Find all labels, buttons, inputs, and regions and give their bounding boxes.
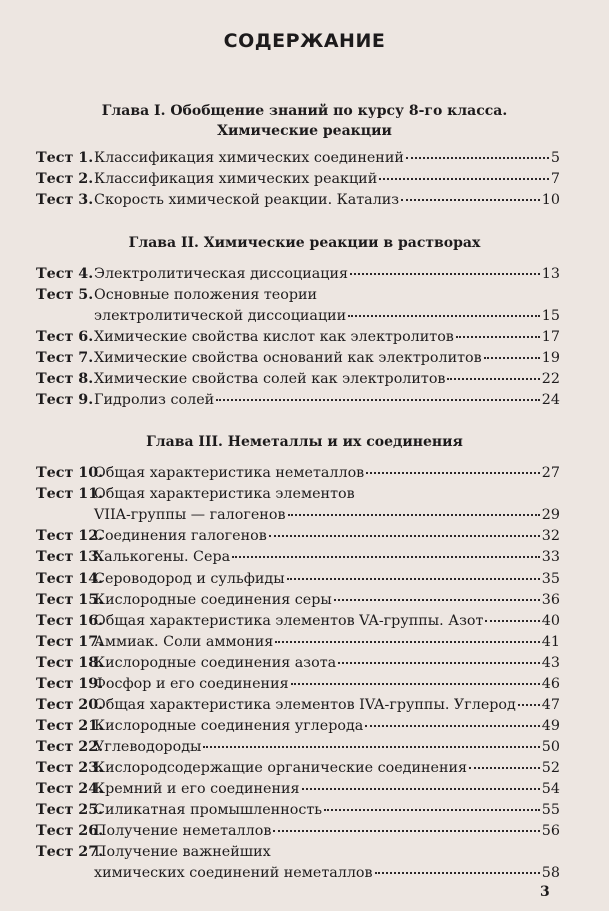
toc-entry-test-19[interactable]: [36, 674, 560, 694]
toc-entry-test-4[interactable]: [36, 264, 560, 284]
test-title: Общая характеристика неметаллов: [94, 465, 365, 481]
page-ref: 35: [541, 571, 560, 587]
test-number: Тест 24.: [36, 781, 104, 797]
test-number: Тест 5.: [36, 287, 94, 303]
page-ref: 19: [541, 350, 560, 366]
test-title: Кислородные соединения углерода: [94, 718, 364, 734]
leader-dots: [379, 177, 549, 180]
leader-dots: [232, 555, 540, 558]
leader-dots: [203, 745, 539, 748]
page-ref: 40: [541, 613, 560, 629]
test-number: Тест 13.: [36, 549, 104, 565]
leader-dots: [287, 577, 540, 580]
test-title: Кислородные соединения азота: [94, 655, 337, 671]
test-number: Тест 26.: [36, 823, 104, 839]
toc-entry-test-7[interactable]: [36, 348, 560, 368]
toc-entry-test-22[interactable]: [36, 737, 560, 757]
test-number: Тест 11.: [36, 486, 104, 502]
leader-dots: [216, 398, 540, 401]
test-title: Кремний и его соединения: [94, 781, 300, 797]
test-title: Фосфор и его соединения: [94, 676, 289, 692]
test-title-line-2: химических соединений неметаллов: [94, 865, 373, 881]
page-ref: 22: [541, 371, 560, 387]
page-ref: 49: [541, 718, 560, 734]
test-number: Тест 19.: [36, 676, 104, 692]
toc-entry-test-20[interactable]: [36, 695, 560, 715]
leader-dots: [518, 703, 540, 706]
page-ref: 7: [550, 171, 560, 187]
leader-dots: [350, 272, 540, 275]
page-number: 3: [540, 884, 550, 900]
page-ref: 10: [541, 192, 560, 208]
toc-entry-test-10[interactable]: [36, 463, 560, 483]
test-title: Углеводороды: [94, 739, 202, 755]
test-number: Тест 1.: [36, 150, 94, 166]
chapter-1-heading-line-1: Глава I. Обобщение знаний по курсу 8-го класса.: [101, 103, 508, 119]
leader-dots: [338, 661, 540, 664]
page-ref: 27: [541, 465, 560, 481]
test-number: Тест 20.: [36, 697, 104, 713]
toc-entry-test-21[interactable]: [36, 716, 560, 736]
leader-dots: [484, 356, 540, 359]
test-number: Тест 18.: [36, 655, 104, 671]
toc-entry-test-5-cont[interactable]: [36, 306, 560, 326]
leader-dots: [275, 640, 539, 643]
leader-dots: [456, 335, 540, 338]
test-title: Гидролиз солей: [94, 392, 215, 408]
leader-dots: [401, 198, 540, 201]
toc-entry-test-8[interactable]: [36, 369, 560, 389]
test-number: Тест 23.: [36, 760, 104, 776]
test-title: Химические свойства оснований как электролитов: [94, 350, 482, 366]
leader-dots: [302, 787, 540, 790]
test-title-line-1: Получение важнейших: [94, 844, 271, 860]
page-ref: 56: [541, 823, 560, 839]
test-number: Тест 2.: [36, 171, 94, 187]
test-title: Классификация химических реакций: [94, 171, 378, 187]
page-ref: 17: [541, 329, 560, 345]
test-title: Аммиак. Соли аммония: [94, 634, 274, 650]
page-ref: 5: [550, 150, 560, 166]
toc-entry-test-24[interactable]: [36, 779, 560, 799]
toc-entry-test-13[interactable]: [36, 547, 560, 567]
test-number: Тест 16.: [36, 613, 104, 629]
test-title: Классификация химических соединений: [94, 150, 404, 166]
test-title: Скорость химической реакции. Катализ: [94, 192, 400, 208]
test-title: Электролитическая диссоциация: [94, 266, 349, 282]
test-title: Халькогены. Сера: [94, 549, 231, 565]
page-ref: 33: [541, 549, 560, 565]
leader-dots: [269, 534, 540, 537]
page-ref: 47: [541, 697, 560, 713]
chapter-3-heading: Глава III. Неметаллы и их соединения: [146, 434, 463, 450]
toc-entry-test-11-cont[interactable]: [36, 505, 560, 525]
test-number: Тест 9.: [36, 392, 94, 408]
test-title-line-1: Общая характеристика элементов: [94, 486, 355, 502]
test-number: Тест 21.: [36, 718, 104, 734]
toc-entry-test-12[interactable]: [36, 526, 560, 546]
leader-dots: [447, 377, 539, 380]
toc-entry-test-5[interactable]: [36, 285, 560, 305]
page-ref: 13: [541, 266, 560, 282]
test-number: Тест 3.: [36, 192, 94, 208]
page-ref: 29: [541, 507, 560, 523]
page-ref: 43: [541, 655, 560, 671]
toc-entry-test-27[interactable]: [36, 842, 560, 862]
toc-entry-test-18[interactable]: [36, 653, 560, 673]
leader-dots: [291, 682, 540, 685]
test-number: Тест 10.: [36, 465, 104, 481]
test-number: Тест 15.: [36, 592, 104, 608]
test-number: Тест 8.: [36, 371, 94, 387]
leader-dots: [469, 766, 540, 769]
leader-dots: [375, 871, 540, 874]
test-number: Тест 22.: [36, 739, 104, 755]
toc-entry-test-16[interactable]: [36, 611, 560, 631]
page-ref: 15: [541, 308, 560, 324]
toc-entry-test-11[interactable]: [36, 484, 560, 504]
toc-entry-test-23[interactable]: [36, 758, 560, 778]
test-number: Тест 4.: [36, 266, 94, 282]
toc-entry-test-1[interactable]: [36, 148, 560, 168]
test-title: Химические свойства кислот как электролитов: [94, 329, 454, 345]
test-title: Кислородсодержащие органические соединения: [94, 760, 468, 776]
test-number: Тест 12.: [36, 528, 104, 544]
chapter-2-heading: Глава II. Химические реакции в растворах: [128, 235, 481, 251]
toc-entry-test-17[interactable]: [36, 632, 560, 652]
page-ref: 54: [541, 781, 560, 797]
test-number: Тест 14.: [36, 571, 104, 587]
leader-dots: [273, 829, 539, 832]
page-ref: 36: [541, 592, 560, 608]
test-title: Получение неметаллов: [94, 823, 272, 839]
toc-entry-test-27-cont[interactable]: [36, 863, 560, 883]
test-title: Общая характеристика элементов VA-группы. Азот: [94, 613, 484, 629]
page-ref: 41: [541, 634, 560, 650]
page-ref: 46: [541, 676, 560, 692]
test-title: Соединения галогенов: [94, 528, 267, 544]
test-title: Общая характеристика элементов IVA-группы. Углерод: [94, 697, 516, 713]
test-title-line-2: электролитической диссоциации: [94, 308, 347, 324]
toc-entry-test-14[interactable]: [36, 569, 560, 589]
page-ref: 24: [541, 392, 560, 408]
leader-dots: [348, 314, 540, 317]
test-title: Кислородные соединения серы: [94, 592, 332, 608]
page-ref: 50: [541, 739, 560, 755]
test-title-line-2: VIIA-группы — галогенов: [94, 507, 286, 523]
test-number: Тест 6.: [36, 329, 94, 345]
test-number: Тест 7.: [36, 350, 94, 366]
page-ref: 55: [541, 802, 560, 818]
toc-entry-test-26[interactable]: [36, 821, 560, 841]
chapter-1-heading-line-2: Химические реакции: [217, 123, 392, 139]
toc-entry-test-15[interactable]: [36, 590, 560, 610]
test-title: Сероводород и сульфиды: [94, 571, 285, 587]
toc-entry-test-9[interactable]: [36, 390, 560, 410]
test-number: Тест 25.: [36, 802, 104, 818]
test-title: Химические свойства солей как электролитов: [94, 371, 446, 387]
leader-dots: [366, 471, 540, 474]
page-ref: 52: [541, 760, 560, 776]
leader-dots: [406, 156, 549, 159]
leader-dots: [485, 619, 539, 622]
leader-dots: [288, 513, 540, 516]
page-ref: 58: [541, 865, 560, 881]
test-title: Силикатная промышленность: [94, 802, 323, 818]
toc-entry-test-2[interactable]: [36, 169, 560, 189]
test-number: Тест 27.: [36, 844, 104, 860]
page-ref: 32: [541, 528, 560, 544]
toc-entry-test-25[interactable]: [36, 800, 560, 820]
toc-entry-test-6[interactable]: [36, 327, 560, 347]
test-number: Тест 17.: [36, 634, 104, 650]
toc-entry-test-3[interactable]: [36, 190, 560, 210]
leader-dots: [334, 598, 540, 601]
leader-dots: [365, 724, 539, 727]
leader-dots: [324, 808, 540, 811]
test-title-line-1: Основные положения теории: [94, 287, 318, 303]
page-title: СОДЕРЖАНИЕ: [223, 30, 386, 52]
